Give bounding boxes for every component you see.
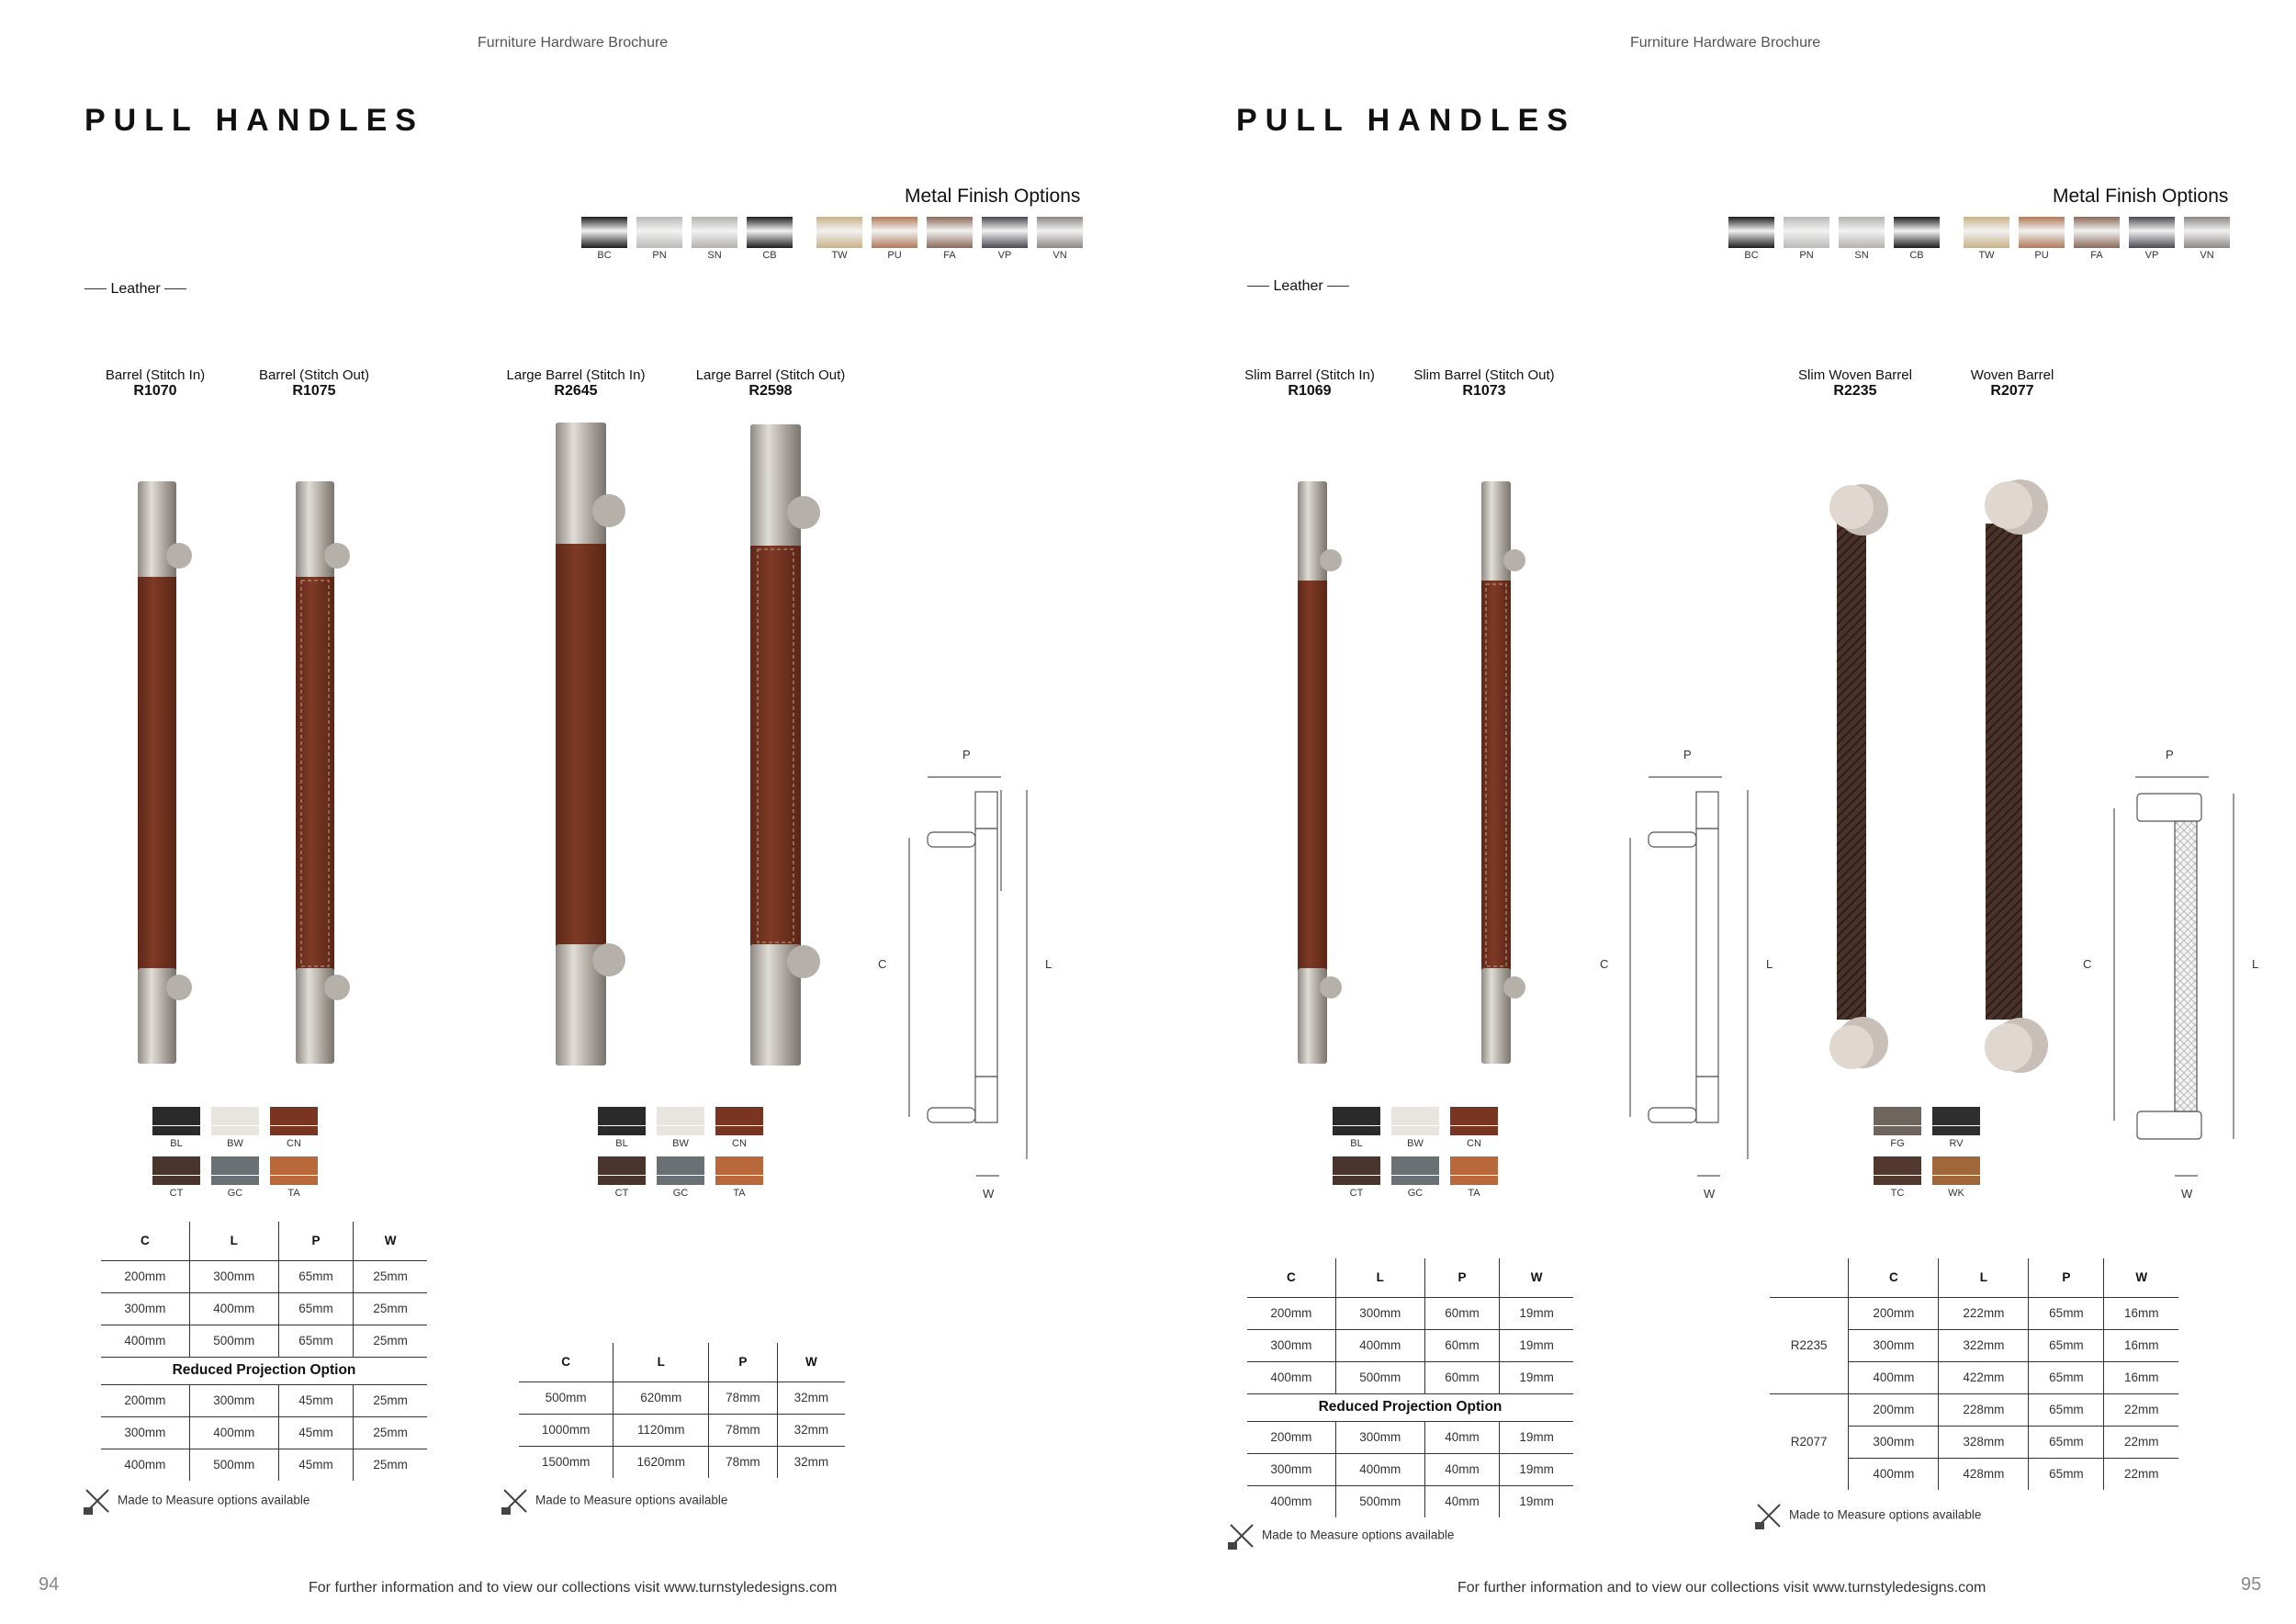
section-label-text: Leather	[110, 281, 161, 297]
product-large-barrel-stitch-out	[670, 367, 872, 400]
table-row: 200mm 300mm 45mm 25mm	[101, 1384, 427, 1416]
product-barrel-stitch-out	[213, 367, 415, 400]
finish-swatch-label: CT	[169, 1188, 184, 1199]
made-to-measure-text: Made to Measure options available	[118, 1493, 310, 1507]
finish-swatch-label: CN	[1467, 1138, 1481, 1149]
table-row: 400mm 428mm 65mm 22mm	[1770, 1458, 2178, 1490]
finish-swatch-label: WK	[1948, 1188, 1964, 1199]
metal-swatch-pu	[2019, 217, 2065, 248]
product-name: Large Barrel (Stitch Out)	[695, 367, 846, 383]
pencil-ruler-icon	[1754, 1501, 1784, 1530]
col-header: W	[777, 1343, 845, 1382]
col-header: L	[613, 1343, 709, 1382]
col-header: P	[709, 1343, 778, 1382]
finish-swatch-label: RV	[1949, 1138, 1964, 1149]
table-row: 500mm 620mm 78mm 32mm	[519, 1382, 845, 1414]
table-row: 400mm 422mm 65mm 16mm	[1770, 1361, 2178, 1393]
table-row: 200mm 300mm 60mm 19mm	[1247, 1297, 1573, 1329]
finish-swatch-label: BL	[615, 1138, 628, 1149]
metal-swatch-fa	[2074, 217, 2120, 248]
handles-illustration	[0, 404, 1148, 1212]
made-to-measure-note	[501, 1486, 727, 1516]
pencil-ruler-icon	[1227, 1521, 1256, 1551]
metal-swatch-fa	[927, 217, 973, 248]
handle-r1070	[138, 481, 192, 1064]
metal-swatch-label: CB	[762, 250, 777, 261]
col-header: L	[189, 1222, 278, 1260]
finish-swatch-gc	[1391, 1156, 1439, 1185]
col-header: L	[1335, 1258, 1424, 1297]
handle-r1075	[296, 481, 350, 1064]
section-label	[1247, 278, 1349, 295]
finish-swatch-bl	[1333, 1106, 1380, 1135]
col-header	[1770, 1258, 1849, 1297]
product-code: R2645	[554, 383, 598, 399]
metal-swatch-label: CB	[1909, 250, 1924, 261]
made-to-measure-note	[83, 1486, 310, 1516]
metal-swatch-pu	[872, 217, 917, 248]
finish-swatch-fg	[1874, 1106, 1921, 1135]
dim-w-label: W	[2181, 1187, 2193, 1201]
finish-swatch-label: BL	[1350, 1138, 1363, 1149]
finish-swatch-label: GC	[672, 1188, 689, 1199]
spec-table-slim-barrel	[1247, 1258, 1573, 1517]
metal-swatch-sn	[1839, 217, 1885, 248]
handle-r1073	[1481, 481, 1525, 1064]
finish-swatch-label: CT	[1349, 1188, 1364, 1199]
metal-finish-title: Metal Finish Options	[905, 186, 1081, 207]
finish-swatch-wk	[1932, 1156, 1980, 1185]
dim-l-label: L	[1766, 957, 1773, 971]
finish-swatch-ta	[1450, 1156, 1498, 1185]
table-row: 400mm 500mm 65mm 25mm	[101, 1325, 427, 1357]
dim-w-label: W	[1704, 1187, 1716, 1201]
finish-swatch-ct	[152, 1156, 200, 1185]
metal-swatch-label: PU	[2034, 250, 2049, 261]
dimension-drawing	[1630, 777, 1748, 1176]
spec-table-large-barrel	[519, 1343, 845, 1478]
reduced-projection-heading: Reduced Projection Option	[1247, 1393, 1573, 1421]
finish-swatch-label: TA	[733, 1188, 746, 1199]
product-slim-barrel-stitch-in	[1209, 367, 1411, 400]
product-name: Slim Woven Barrel	[1798, 367, 1912, 383]
metal-swatch-pn	[1784, 217, 1829, 248]
handle-r2077	[1985, 479, 2048, 1073]
finish-swatch-ta	[270, 1156, 318, 1185]
col-header: C	[1286, 1270, 1296, 1285]
dim-p-label: P	[962, 748, 971, 761]
footer-text: For further information and to view our collections visit www.turnstyledesigns.com	[309, 1580, 838, 1596]
table-row: 300mm 322mm 65mm 16mm	[1770, 1329, 2178, 1361]
section-label-text: Leather	[1273, 278, 1323, 294]
finish-swatch-label: FG	[1890, 1138, 1905, 1149]
metal-swatch-label: VP	[997, 250, 1012, 261]
metal-finish-title: Metal Finish Options	[2053, 186, 2229, 207]
dim-c-label: C	[2083, 957, 2092, 971]
dim-p-label: P	[2166, 748, 2174, 761]
col-header: C	[140, 1234, 150, 1248]
finish-swatch-ct	[1333, 1156, 1380, 1185]
brochure-header: Furniture Hardware Brochure	[1630, 35, 1821, 51]
group-code: R2235	[1770, 1297, 1849, 1393]
finish-swatch-label: GC	[227, 1188, 243, 1199]
pencil-ruler-icon	[501, 1486, 530, 1516]
col-header: L	[1939, 1258, 2029, 1297]
handle-r2235	[1829, 484, 1888, 1069]
finish-swatch-label: TA	[287, 1188, 300, 1199]
metal-swatch-label: FA	[2090, 250, 2103, 261]
finish-swatch-label: TA	[1468, 1188, 1480, 1199]
metal-swatch-pn	[636, 217, 682, 248]
finish-swatch-bl	[598, 1106, 646, 1135]
right-page	[1148, 0, 2296, 1624]
finish-swatch-cn	[715, 1106, 763, 1135]
finish-swatch-tc	[1874, 1156, 1921, 1185]
dim-l-label: L	[2252, 957, 2259, 971]
product-name: Barrel (Stitch Out)	[258, 367, 370, 383]
pencil-ruler-icon	[83, 1486, 112, 1516]
metal-swatch-label: PU	[887, 250, 902, 261]
col-header: W	[2104, 1258, 2178, 1297]
page-title: PULL HANDLES	[84, 103, 424, 138]
page-number: 94	[39, 1574, 60, 1595]
finish-swatch-gc	[211, 1156, 259, 1185]
metal-swatch-label: VP	[2144, 250, 2159, 261]
table-row: 200mm 300mm 65mm 25mm	[101, 1260, 427, 1292]
dim-c-label: C	[1600, 957, 1609, 971]
spec-table-barrel	[101, 1222, 427, 1481]
made-to-measure-note	[1227, 1521, 1454, 1551]
metal-swatch-sn	[692, 217, 737, 248]
product-woven-barrel	[1911, 367, 2113, 400]
metal-swatch-label: VN	[1052, 250, 1067, 261]
finish-swatch-gc	[657, 1156, 704, 1185]
dim-c-label: C	[878, 957, 887, 971]
section-label	[84, 281, 186, 298]
metal-swatch-label: TW	[831, 250, 848, 261]
metal-swatch-vp	[2129, 217, 2175, 248]
product-code: R1069	[1288, 383, 1332, 399]
made-to-measure-text: Made to Measure options available	[1262, 1528, 1455, 1542]
handle-r2645	[556, 423, 625, 1066]
dim-w-label: W	[983, 1187, 995, 1201]
product-name: Slim Barrel (Stitch Out)	[1413, 367, 1555, 383]
table-row: R2235 200mm 222mm 65mm 16mm	[1770, 1297, 2178, 1329]
table-row: 300mm 400mm 60mm 19mm	[1247, 1329, 1573, 1361]
finish-swatch-ct	[598, 1156, 646, 1185]
col-header: C	[561, 1355, 571, 1370]
col-header: W	[354, 1222, 427, 1260]
table-row: 300mm 400mm 45mm 25mm	[101, 1416, 427, 1449]
product-code: R2077	[1990, 383, 2034, 399]
metal-swatch-cb	[1894, 217, 1940, 248]
metal-swatch-bc	[1728, 217, 1774, 248]
finish-swatch-bw	[1391, 1106, 1439, 1135]
made-to-measure-text: Made to Measure options available	[535, 1493, 728, 1507]
page-title: PULL HANDLES	[1236, 103, 1576, 138]
table-row: 200mm 300mm 40mm 19mm	[1247, 1421, 1573, 1453]
handles-illustration	[1148, 404, 2296, 1212]
finish-swatch-label: BW	[227, 1138, 243, 1149]
handle-r1069	[1298, 481, 1342, 1064]
table-row: 300mm 328mm 65mm 22mm	[1770, 1426, 2178, 1458]
table-row: R2077 200mm 228mm 65mm 22mm	[1770, 1393, 2178, 1426]
product-code: R2598	[748, 383, 793, 399]
finish-swatch-label: GC	[1407, 1188, 1424, 1199]
table-row: 400mm 500mm 60mm 19mm	[1247, 1361, 1573, 1393]
reduced-projection-heading: Reduced Projection Option	[101, 1357, 427, 1384]
finish-swatch-label: TC	[1890, 1188, 1905, 1199]
metal-swatch-label: BC	[1744, 250, 1759, 261]
dim-l-label: L	[1045, 957, 1052, 971]
table-row: 400mm 500mm 40mm 19mm	[1247, 1485, 1573, 1517]
group-code: R2077	[1770, 1393, 1849, 1490]
table-row: 400mm 500mm 45mm 25mm	[101, 1449, 427, 1481]
finish-swatch-bw	[657, 1106, 704, 1135]
product-name: Woven Barrel	[1970, 367, 2054, 383]
metal-swatch-label: PN	[1799, 250, 1814, 261]
made-to-measure-note	[1754, 1501, 1981, 1530]
metal-swatch-vn	[1037, 217, 1083, 248]
finish-swatch-cn	[270, 1106, 318, 1135]
dim-p-label: P	[1683, 748, 1692, 761]
finish-swatch-cn	[1450, 1106, 1498, 1135]
metal-swatch-bc	[581, 217, 627, 248]
product-large-barrel-stitch-in	[475, 367, 677, 400]
metal-swatch-vp	[982, 217, 1028, 248]
brochure-header: Furniture Hardware Brochure	[478, 35, 669, 51]
dimension-drawing-woven	[2114, 777, 2234, 1176]
col-header: W	[1500, 1258, 1573, 1297]
product-slim-barrel-stitch-out	[1383, 367, 1585, 400]
finish-swatch-bl	[152, 1106, 200, 1135]
product-name: Barrel (Stitch In)	[105, 367, 206, 383]
metal-swatch-cb	[747, 217, 793, 248]
table-row: 1000mm 1120mm 78mm 32mm	[519, 1414, 845, 1446]
product-code: R1070	[133, 383, 177, 399]
table-row: 1500mm 1620mm 78mm 32mm	[519, 1446, 845, 1478]
finish-swatch-ta	[715, 1156, 763, 1185]
col-header: C	[1849, 1258, 1939, 1297]
metal-swatch-label: VN	[2200, 250, 2214, 261]
finish-swatch-label: CN	[732, 1138, 747, 1149]
metal-swatch-tw	[1964, 217, 2009, 248]
made-to-measure-text: Made to Measure options available	[1789, 1507, 1982, 1522]
product-code: R1073	[1462, 383, 1506, 399]
footer-text: For further information and to view our collections visit www.turnstyledesigns.com	[1458, 1580, 1986, 1596]
finish-swatch-label: BW	[672, 1138, 689, 1149]
table-row: 300mm 400mm 65mm 25mm	[101, 1292, 427, 1325]
metal-swatch-label: BC	[597, 250, 612, 261]
metal-swatch-label: SN	[707, 250, 722, 261]
finish-swatch-label: BL	[170, 1138, 183, 1149]
finish-swatch-label: CT	[614, 1188, 629, 1199]
metal-swatch-vn	[2184, 217, 2230, 248]
finish-swatch-label: BW	[1407, 1138, 1424, 1149]
finish-swatch-rv	[1932, 1106, 1980, 1135]
finish-swatch-bw	[211, 1106, 259, 1135]
metal-swatch-label: PN	[652, 250, 667, 261]
product-code: R1075	[292, 383, 336, 399]
col-header: P	[278, 1222, 353, 1260]
page-number: 95	[2241, 1574, 2262, 1595]
metal-swatch-label: TW	[1978, 250, 1995, 261]
metal-swatch-label: FA	[943, 250, 956, 261]
col-header: P	[2029, 1258, 2104, 1297]
product-name: Slim Barrel (Stitch In)	[1244, 367, 1375, 383]
product-name: Large Barrel (Stitch In)	[506, 367, 646, 383]
spec-table-woven	[1770, 1258, 2178, 1490]
col-header: P	[1424, 1258, 1499, 1297]
product-code: R2235	[1833, 383, 1877, 399]
metal-swatch-label: SN	[1854, 250, 1869, 261]
dimension-drawing	[909, 777, 1027, 1176]
table-row: 300mm 400mm 40mm 19mm	[1247, 1453, 1573, 1485]
finish-swatch-label: CN	[287, 1138, 301, 1149]
metal-swatch-tw	[816, 217, 862, 248]
handle-r2598	[750, 424, 820, 1066]
